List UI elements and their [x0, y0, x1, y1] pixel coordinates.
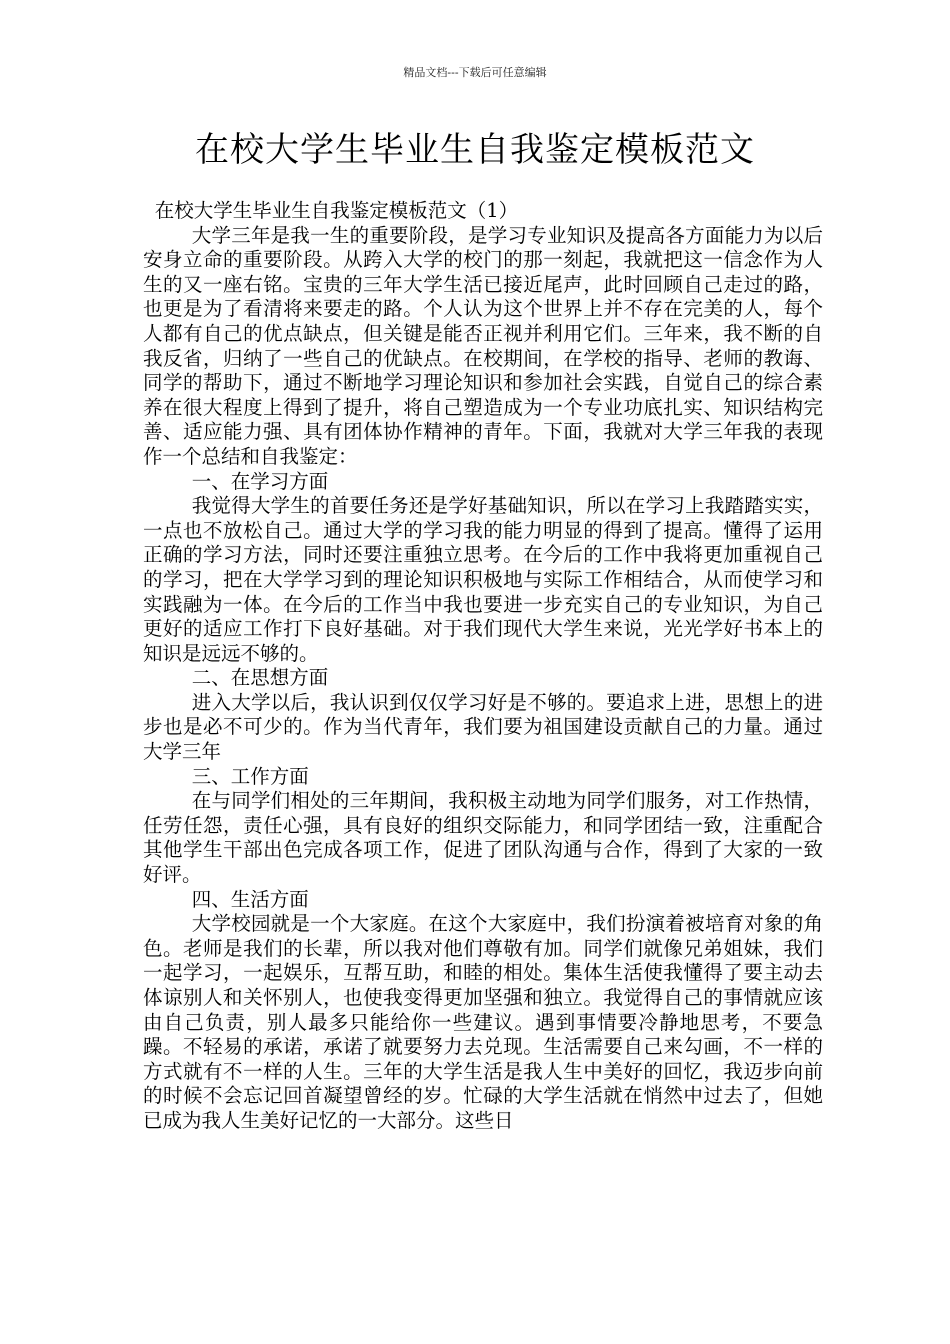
intro-paragraph: 大学三年是我一生的重要阶段，是学习专业知识及提高各方面能力为以后安身立命的重要阶段。从跨入大学的校门的那一刻起，我就把这一信念作为人生的又一座右铭。宝贵的三年大学生活已接近尾声，此时回顾自己走过的路，也更是为了看清将来要走的路。个人认为这个世界上并不存在完美的人，每个人都有自己的优点缺点，但关键是能否正视并利用它们。三年来，我不断的自我反省，归纳了一些自己的优缺点。在校期间，在学校的指导、老师的教诲、同学的帮助下，通过不断地学习理论知识和参加社会实践，自觉自己的综合素养在很大程度上得到了提升，将自己塑造成为一个专业功底扎实、知识结构完善、适应能力强、具有团体协作精神的青年。下面，我就对大学三年我的表现作一个总结和自我鉴定：: [143, 223, 823, 468]
section-paragraph-work: 在与同学们相处的三年期间，我积极主动地为同学们服务，对工作热情，任劳任怨，责任心强，具有良好的组织交际能力，和同学团结一致，注重配合其他学生干部出色完成各项工作，促进了团队沟通与合作，得到了大家的一致好评。: [143, 789, 823, 887]
section-heading-study: 一、在学习方面: [191, 469, 329, 493]
section-paragraph-study: 我觉得大学生的首要任务还是学好基础知识，所以在学习上我踏踏实实，一点也不放松自己。通过大学的学习我的能力明显的得到了提高。懂得了运用正确的学习方法，同时还要注重独立思考。在今后的工作中我将更加重视自己的学习，把在大学学习到的理论知识积极地与实际工作相结合，从而使学习和实践融为一体。在今后的工作当中我也要进一步充实自己的专业知识，为自己更好的适应工作打下良好基础。对于我们现代大学生来说，光光学好书本上的知识是远远不够的。: [143, 494, 823, 665]
section-paragraph-thought: 进入大学以后，我认识到仅仅学习好是不够的。要追求上进，思想上的进步也是必不可少的。作为当代青年，我们要为祖国建设贡献自己的力量。通过大学三年: [143, 690, 823, 764]
document-subtitle: 在校大学生毕业生自我鉴定模板范文（1）: [154, 199, 519, 222]
section-paragraph-life: 大学校园就是一个大家庭。在这个大家庭中，我们扮演着被培育对象的角色。老师是我们的长辈，所以我对他们尊敬有加。同学们就像兄弟姐妹，我们一起学习，一起娱乐，互帮互助，和睦的相处。集体生活使我懂得了要主动去体谅别人和关怀别人，也使我变得更加坚强和独立。我觉得自己的事情就应该由自己负责，别人最多只能给你一些建议。遇到事情要冷静地思考，不要急躁。不轻易的承诺，承诺了就要努力去兑现。生活需要自己来勾画，不一样的方式就有不一样的人生。三年的大学生活是我人生中美好的回忆，我迈步向前的时候不会忘记回首凝望曾经的岁。忙碌的大学生活就在悄然中过去了，但她已成为我人生美好记忆的一大部分。这些日: [143, 912, 823, 1132]
document-body: [143, 199, 823, 1134]
page-header-note: 精品文档---下载后可任意编辑: [403, 66, 547, 79]
document-title: 在校大学生毕业生自我鉴定模板范文: [195, 130, 755, 170]
section-heading-work: 三、工作方面: [191, 764, 309, 788]
section-heading-life: 四、生活方面: [191, 887, 309, 911]
section-heading-thought: 二、在思想方面: [191, 666, 329, 690]
